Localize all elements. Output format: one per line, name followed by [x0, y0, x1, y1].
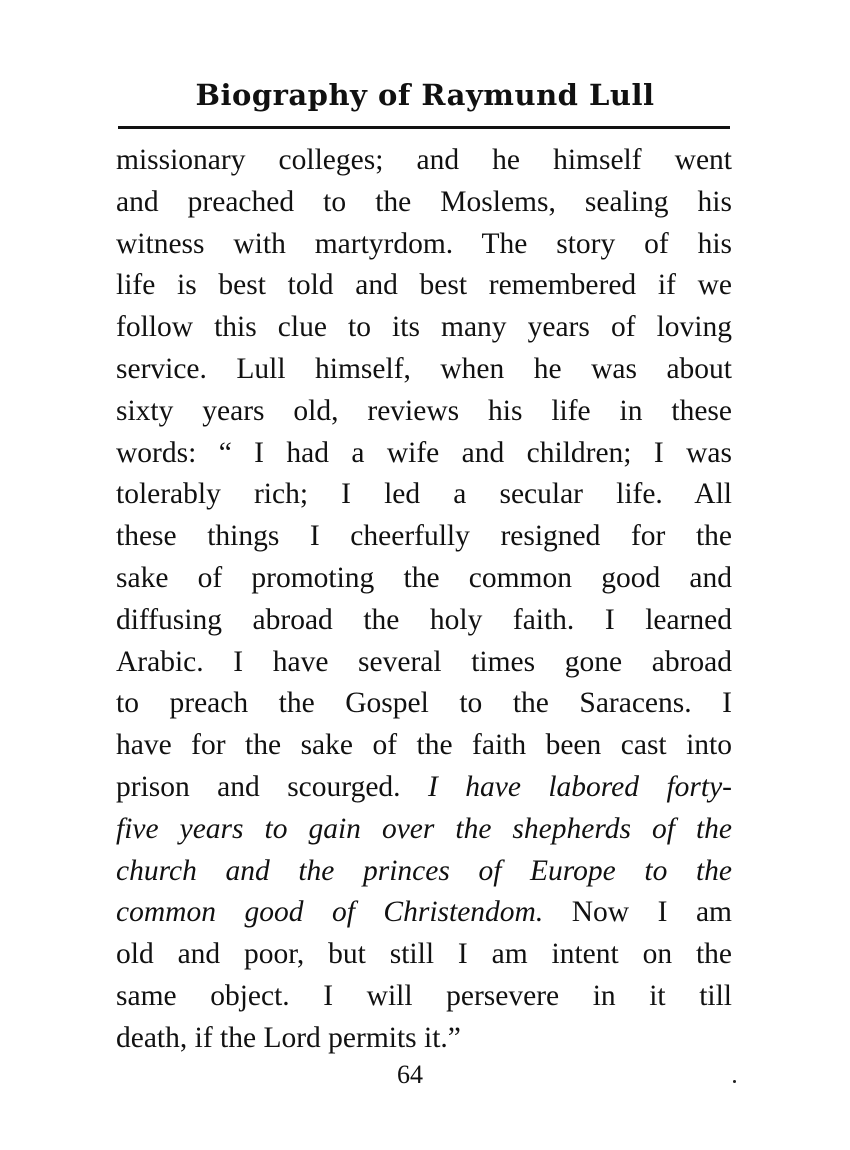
- text-line-19-italic: common good of Christendom.: [116, 896, 544, 929]
- running-head: Biography of Raymund Lull: [195, 78, 655, 112]
- text-line-15: have for the sake of the faith been cast into: [116, 729, 732, 762]
- text-line-11: sake of promoting the common good and: [116, 561, 732, 594]
- text-line-7: sixty years old, reviews his life in these: [116, 394, 732, 427]
- text-line-8: words: “ I had a wife and children; I was: [116, 436, 732, 469]
- text-line-9: tolerably rich; I led a secular life. All: [116, 478, 732, 511]
- text-line-22: death, if the Lord permits it.”: [116, 1021, 461, 1054]
- print-speck: [733, 1080, 736, 1083]
- text-line-1: missionary colleges; and he himself went: [116, 144, 732, 176]
- text-line-16-italic: I have labored forty-: [427, 770, 732, 803]
- text-line-14: to preach the Gospel to the Saracens. I: [116, 687, 732, 720]
- text-line-19: [116, 892, 732, 934]
- text-line-17: five years to gain over the shepherds of the: [116, 812, 732, 845]
- text-line-12: diffusing abroad the holy faith. I learned: [116, 603, 732, 636]
- text-line-19-roman: Now I am: [543, 896, 732, 929]
- page-number: 64: [397, 1060, 423, 1089]
- text-line-10: these things I cheerfully resigned for the: [116, 520, 732, 553]
- header-rule: [118, 126, 730, 129]
- text-line-13: Arabic. I have several times gone abroad: [116, 645, 732, 678]
- text-line-2: and preached to the Moslems, sealing his: [116, 185, 732, 218]
- body-text: [116, 140, 732, 1060]
- text-line-4: life is best told and best remembered if we: [116, 269, 732, 302]
- text-line-18: church and the princes of Europe to the: [116, 854, 732, 887]
- text-line-21: same object. I will persevere in it till: [116, 979, 732, 1012]
- text-line-20: old and poor, but still I am intent on the: [116, 938, 732, 971]
- text-line-6: service. Lull himself, when he was about: [116, 352, 732, 385]
- text-line-5: follow this clue to its many years of loving: [116, 311, 732, 344]
- text-line-16: [116, 767, 732, 809]
- text-line-16-roman: prison and scourged.: [116, 770, 428, 803]
- text-line-3: witness with martyrdom. The story of his: [116, 227, 732, 260]
